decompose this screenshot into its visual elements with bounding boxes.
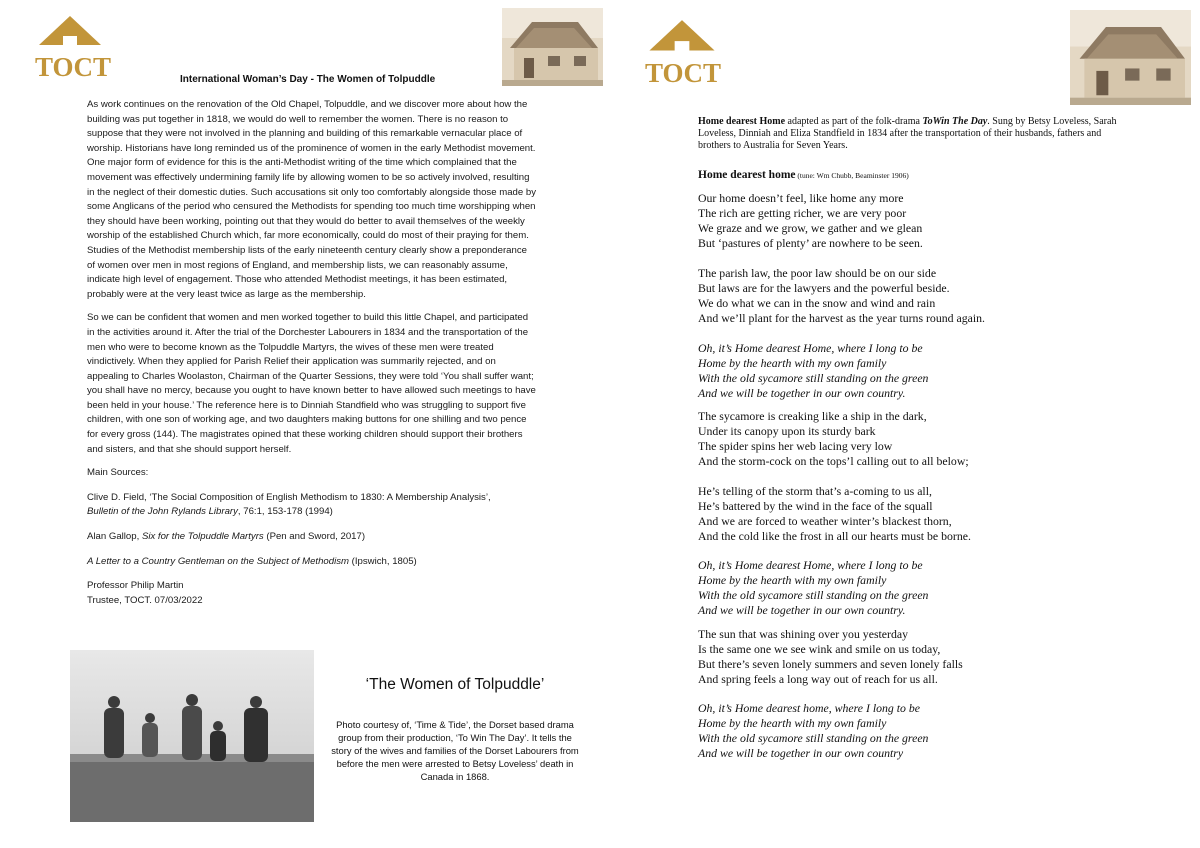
roof-logo-icon xyxy=(645,18,719,60)
author-name: Professor Philip Martin xyxy=(87,580,184,592)
chorus-line: Oh, it’s Home dearest Home, where I long to be xyxy=(698,558,923,572)
verse-line: The parish law, the poor law should be on our side xyxy=(698,266,937,280)
verse-line: Is the same one we see wink and smile on us today, xyxy=(698,641,941,656)
verse-line: And we are forced to weather winter’s blackest thorn, xyxy=(698,513,952,528)
page-title: International Woman’s Day - The Women of Tolpuddle xyxy=(180,74,436,85)
paragraph-2: So we can be confident that women and men worked together to build this little Chapel, and participated in the activities around it. After the trial of the Dorchester Labourers in 1834 and the transportation of the men who were to become known as the Tolpuddle Martyrs, the wives of these men were treated vindictively. When they applied for Parish Relief their application was summarily rejected, and on appealing to Charles Woolaston, Chairman of the Quarter Sessions, they were told ‘You shall suffer want; you shall have no mercy, because you ought to have known better to have allowed such meetings to have been held in your house.’ The reference here is to Dinniah Standfield who was struggling to support five children, with one son of working age, and two daughters making buttons for one shilling and two pence for every gross (144). The magistrates opined that these working children should support their brothers and sisters, and that she should support herself. xyxy=(87,312,536,455)
song-intro-title: Home dearest Home xyxy=(698,116,786,127)
source-2 xyxy=(87,530,537,545)
source-1-details: , 76:1, 153-178 (1994) xyxy=(237,506,333,518)
chorus-line: And we will be together in our own country. xyxy=(698,385,906,400)
article-body xyxy=(87,98,537,617)
women-group-photo xyxy=(70,650,314,822)
song-tune-note: (tune: Wm Chubb, Beaminster 1906) xyxy=(795,171,909,180)
author-role: Trustee, TOCT. 07/03/2022 xyxy=(87,594,203,606)
verse-line: And the storm-cock on the tops’l calling out to all below; xyxy=(698,453,969,468)
song-title: Home dearest home xyxy=(698,169,796,181)
source-3 xyxy=(87,555,537,570)
song-intro xyxy=(698,116,1118,153)
logo-text: TOCT xyxy=(35,52,112,82)
chorus-line: With the old sycamore still standing on the green xyxy=(698,730,929,745)
source-2-title: Six for the Tolpuddle Martyrs xyxy=(141,531,264,543)
verse-line: And the cold like the frost in all our hearts must be borne. xyxy=(698,528,971,543)
source-2-details: (Pen and Sword, 2017) xyxy=(263,531,366,543)
song-intro-rest: . Sung by Betsy Loveless, Sarah Loveless, Dinniah and Eliza Standfield in 1834 after the transportation of their husbands, fathers and brothers to Australia for Seven Years. xyxy=(698,116,1117,152)
chorus-line: Home by the hearth with my own family xyxy=(698,572,887,587)
chorus-line: Home by the hearth with my own family xyxy=(698,715,887,730)
photo-caption-title: ‘The Women of Tolpuddle’ xyxy=(365,676,545,693)
song-heading xyxy=(698,169,909,181)
chapel-photo-right xyxy=(1070,10,1191,105)
verse-line: He’s telling of the storm that’s a-coming to us all, xyxy=(698,484,932,498)
verse-3 xyxy=(698,409,1158,469)
verse-line: The sun that was shining over you yesterday xyxy=(698,627,909,641)
verse-line: We do what we can in the snow and wind and rain xyxy=(698,295,936,310)
chorus-2 xyxy=(698,558,1158,618)
toct-logo xyxy=(35,14,112,82)
chorus-line: Home by the hearth with my own family xyxy=(698,355,887,370)
roof-logo-icon xyxy=(35,14,105,54)
source-1-text: Clive D. Field, ‘The Social Composition of English Methodism to 1830: A Membership Analysis’, xyxy=(87,491,491,503)
paragraph-1: As work continues on the renovation of the Old Chapel, Tolpuddle, and we discover more about how the building was put together in 1818, we would do well to remember the women. There is no reason to suppose that they were not involved in the planning and building of this remarkable vernacular place of worship. Historians have long reminded us of the prominence of women in the early Methodist movement. One major form of evidence for this is the anti-Methodist writing of the time which complained that the movement was effectively undermining family life by allowing women to be so actively involved, resulting in the neglect of their domestic duties. Such accusations sit only too comfortably alongside those made by some Anglicans of the period who censured the Methodists for spending too much time worshipping when they should have been working, pointing out that they would do better to avail themselves of the weekly worship of the established Church which, far more economically, could do most of their praying for them. Studies of the Methodist membership lists of the early nineteenth century clearly show a preponderance of women over men in most regions of England, and membership lists, we can reasonably assume, indicate high level of engagement. Those who attended Methodist meetings, it has been estimated, probably were at the very least twice as large as the membership. xyxy=(87,99,537,300)
source-2-author: Alan Gallop, xyxy=(87,531,142,543)
verse-line: And spring feels a long way out of reach for us all. xyxy=(698,671,938,686)
chorus-line: And we will be together in our own country. xyxy=(698,602,906,617)
verse-line: Our home doesn’t feel, like home any more xyxy=(698,191,904,205)
verse-line: But there’s seven lonely summers and seven lonely falls xyxy=(698,656,963,671)
song-intro-play: ToWin The Day xyxy=(922,116,988,127)
source-3-details: (Ipswich, 1805) xyxy=(349,555,417,567)
photo-caption-text: Photo courtesy of, ‘Time & Tide’, the Dorset based drama group from their production, ‘To Win The Day’. It tells the story of the wives and families of the Dorset Labourers from before the men were arrested to Betsy Loveless’ death in Canada in 1868. xyxy=(331,719,579,782)
verse-5 xyxy=(698,627,1158,687)
verse-1 xyxy=(698,191,1158,251)
chorus-line: Oh, it’s Home dearest home, where I long to be xyxy=(698,701,921,715)
verse-line: We graze and we grow, we gather and we glean xyxy=(698,220,923,235)
right-page xyxy=(600,0,1200,848)
logo-text: TOCT xyxy=(645,58,722,88)
source-3-title: A Letter to a Country Gentleman on the Subject of Methodism xyxy=(87,555,350,567)
verse-line: The rich are getting richer, we are very poor xyxy=(698,205,907,220)
source-1 xyxy=(87,491,537,520)
source-1-journal: Bulletin of the John Rylands Library xyxy=(87,506,238,518)
chorus-line: And we will be together in our own country xyxy=(698,745,904,760)
chorus-line: Oh, it’s Home dearest Home, where I long to be xyxy=(698,341,923,355)
verse-line: But ‘pastures of plenty’ are nowhere to be seen. xyxy=(698,235,923,250)
chorus-3 xyxy=(698,701,1158,761)
song-intro-text: adapted as part of the folk-drama xyxy=(785,116,923,127)
verse-line: The sycamore is creaking like a ship in the dark, xyxy=(698,409,927,423)
chorus-1 xyxy=(698,341,1158,401)
verse-4 xyxy=(698,484,1158,544)
verse-2 xyxy=(698,266,1158,326)
sources-heading: Main Sources: xyxy=(87,467,149,479)
verse-line: The spider spins her web lacing very low xyxy=(698,438,893,453)
verse-line: But laws are for the lawyers and the powerful beside. xyxy=(698,280,950,295)
chorus-line: With the old sycamore still standing on the green xyxy=(698,370,929,385)
verse-line: He’s battered by the wind in the face of the squall xyxy=(698,498,933,513)
chorus-line: With the old sycamore still standing on the green xyxy=(698,587,929,602)
verse-line: Under its canopy upon its sturdy bark xyxy=(698,423,876,438)
chapel-photo xyxy=(502,8,603,86)
verse-line: And we’ll plant for the harvest as the year turns round again. xyxy=(698,310,985,325)
toct-logo-right xyxy=(645,18,722,88)
